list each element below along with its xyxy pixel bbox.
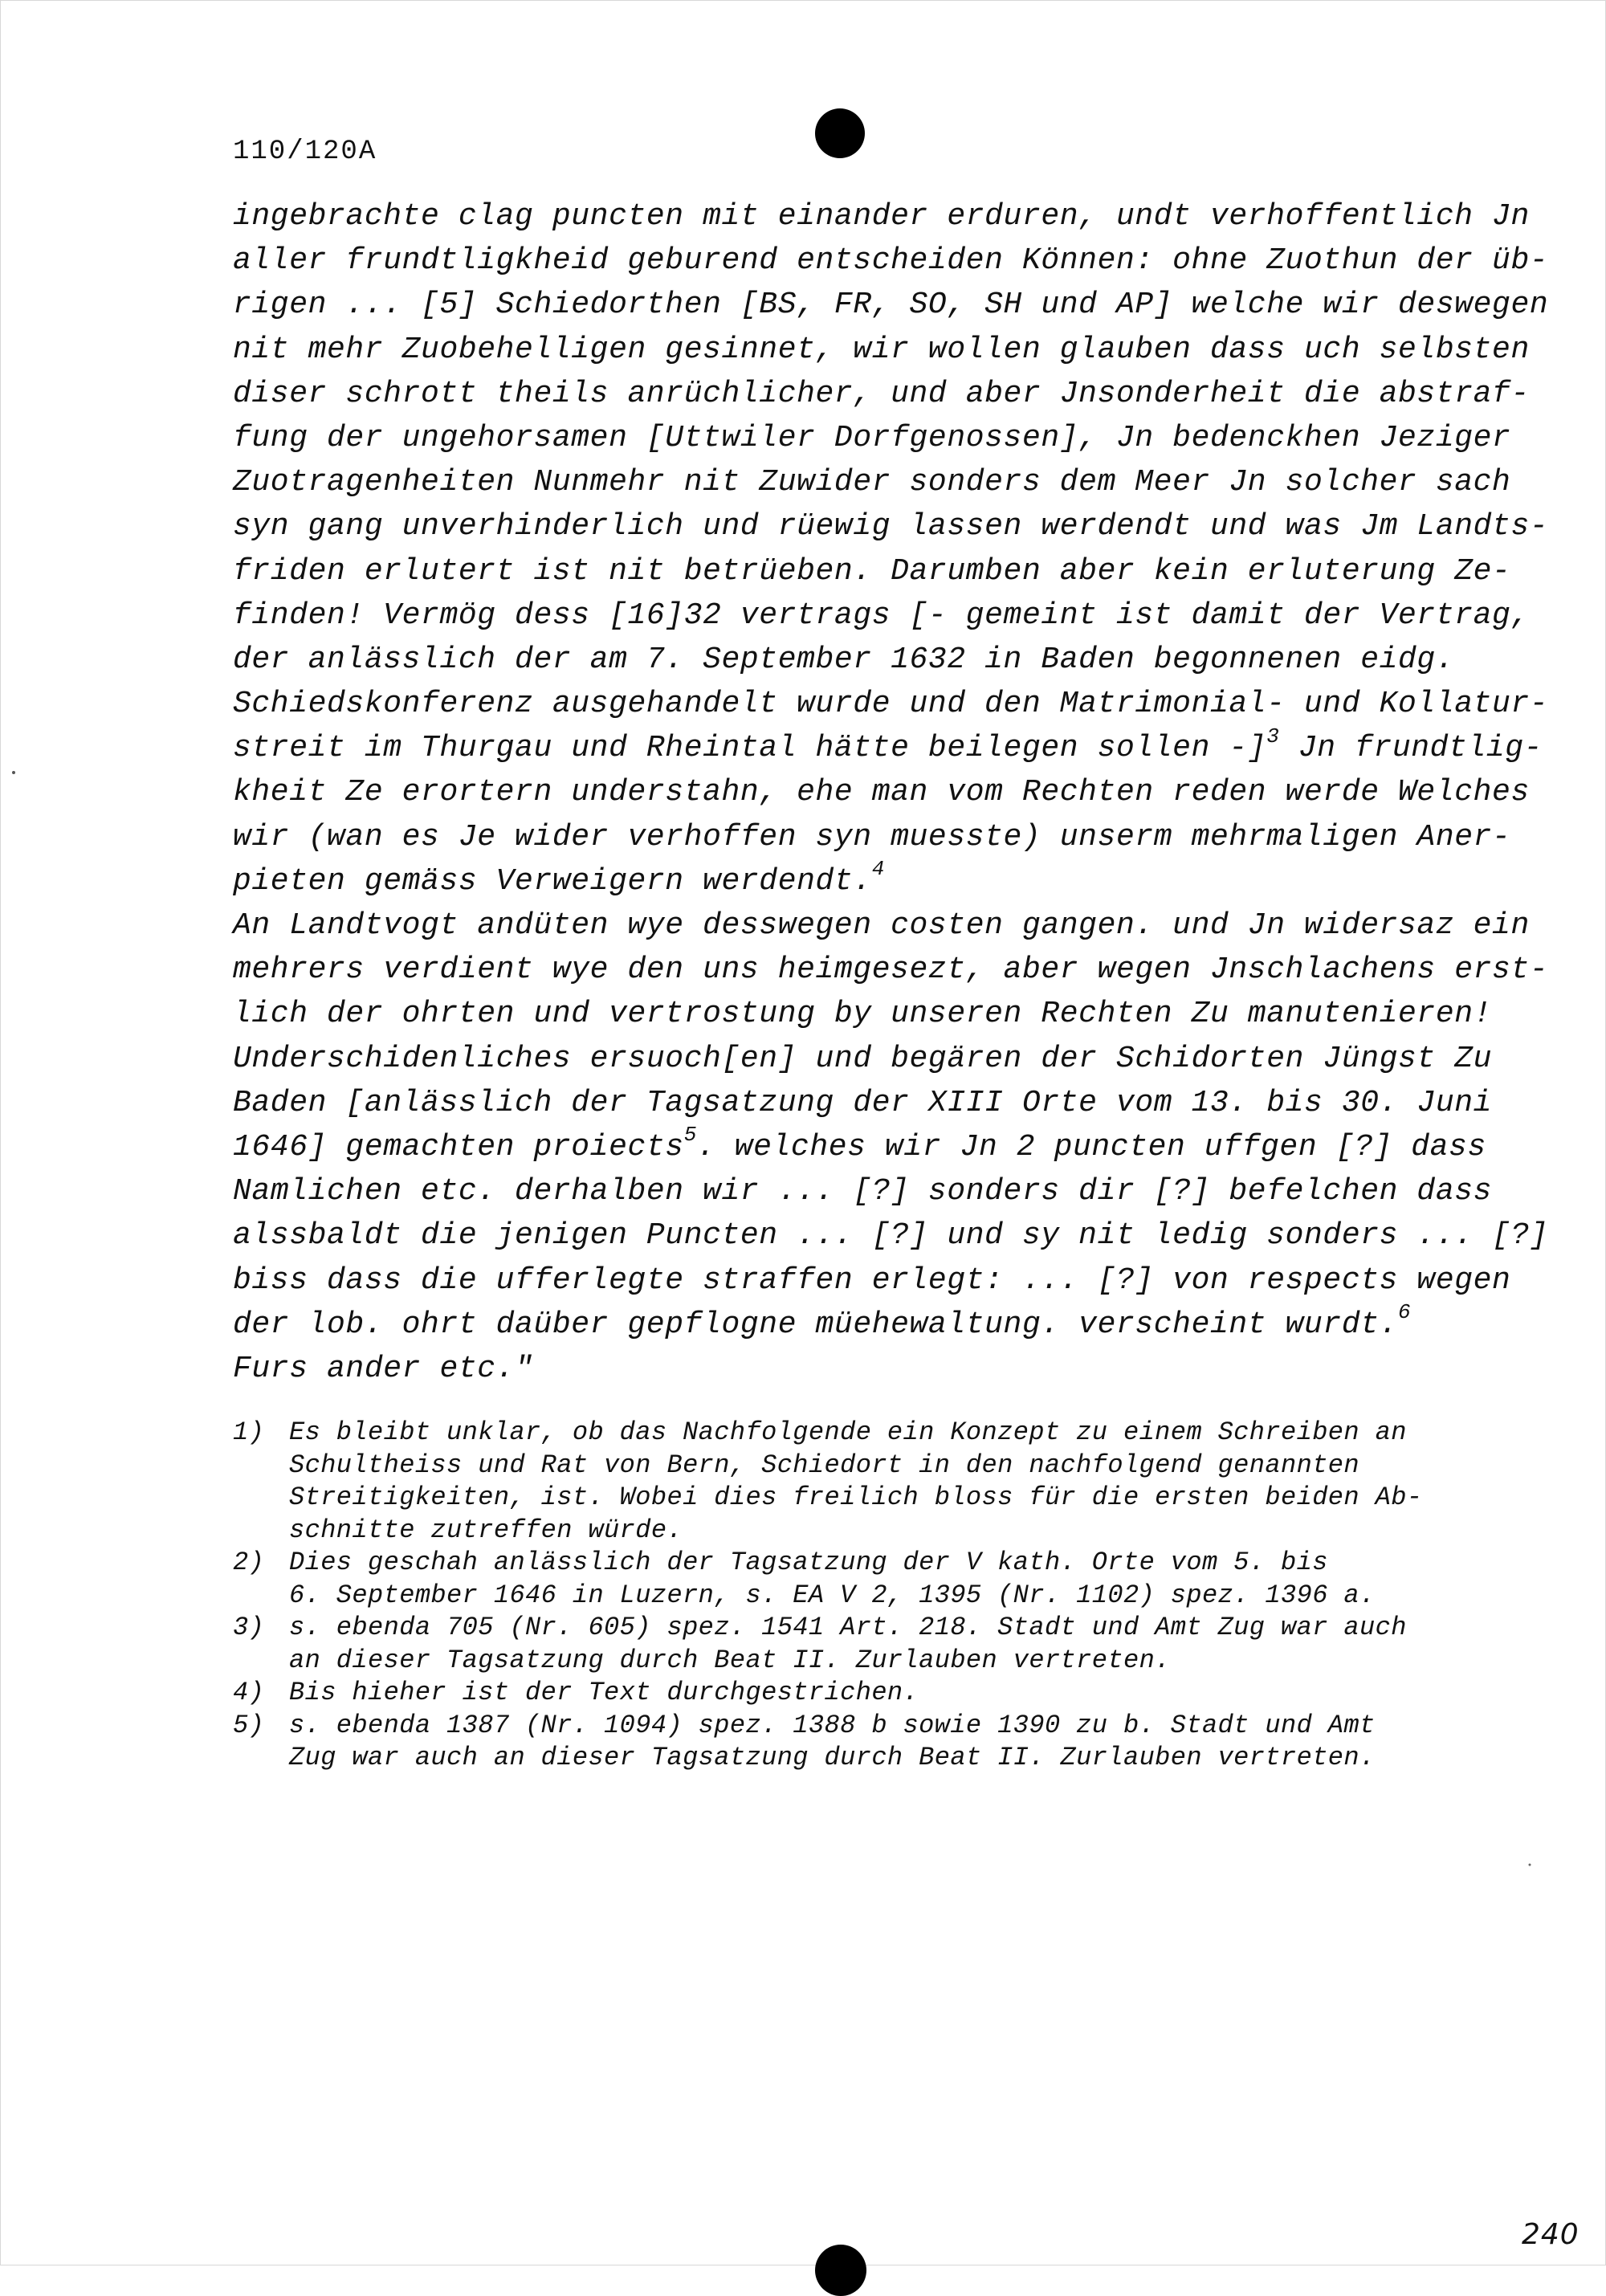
page-number: 240 <box>1522 2218 1580 2251</box>
footnote-ref: 5 <box>683 1123 697 1148</box>
footnote-text <box>289 1547 1486 1612</box>
body-text-segment: ingebrachte clag puncten mit einander erduren, undt verhoffentlich Jn <box>233 199 1530 234</box>
body-text-segment: Furs ander etc." <box>233 1351 534 1386</box>
body-line <box>233 328 1530 372</box>
body-text-segment: Namlichen etc. derhalben wir ... [?] sonders dir [?] befelchen dass <box>233 1174 1493 1209</box>
body-text-segment: . welches wir Jn 2 puncten uffgen [?] dass <box>696 1129 1486 1164</box>
body-text-segment: wir (wan es Je wider verhoffen syn muesste) unserm mehrmaligen Aner- <box>233 819 1511 854</box>
body-text-segment: rigen ... [5] Schiedorthen [BS, FR, SO, SH und AP] welche wir deswegen <box>233 288 1549 323</box>
footnote <box>233 1612 1486 1677</box>
body-line <box>233 1347 1469 1391</box>
footnote-text <box>289 1417 1486 1547</box>
body-line <box>233 416 1511 460</box>
footnote-text <box>289 1710 1486 1775</box>
body-text-segment: streit im Thurgau und Rheintal hätte beilegen sollen -] <box>233 731 1267 766</box>
footnote-line: 6. September 1646 in Luzern, s. EA V 2, 1395 (Nr. 1102) spez. 1396 a. <box>289 1580 1376 1610</box>
footnote-line: Bis hieher ist der Text durchgestrichen. <box>289 1678 919 1707</box>
footnote <box>233 1417 1486 1547</box>
body-line <box>233 1081 1493 1125</box>
body-text-segment: der lob. ohrt daüber gepflogne müehewaltung. verscheint wurdt. <box>233 1307 1399 1342</box>
footnote-text <box>289 1677 1486 1710</box>
body-text-segment: nit mehr Zuobehelligen gesinnet, wir wollen glauben dass uch selbsten <box>233 332 1530 367</box>
body-line <box>233 593 1530 638</box>
footnotes <box>233 1417 1486 1775</box>
body-text-segment: Baden [anlässlich der Tagsatzung der XIII Orte vom 13. bis 30. Juni <box>233 1085 1493 1120</box>
footnote <box>233 1677 1486 1710</box>
footnote-number: 3) <box>233 1613 265 1642</box>
punch-hole-top <box>815 108 865 158</box>
body-text-segment: alssbaldt die jenigen Puncten ... [?] und sy nit ledig sonders ... [?] <box>233 1218 1549 1254</box>
body-line <box>233 948 1549 992</box>
footnote-line: Streitigkeiten, ist. Wobei dies freilich bloss für die ersten beiden Ab- <box>289 1482 1423 1512</box>
body-line <box>233 194 1530 239</box>
footnote <box>233 1547 1486 1612</box>
body-text-segment: 1646] gemachten proiects <box>233 1129 684 1164</box>
body-text-segment: aller frundtligkheid geburend entscheiden Können: ohne Zuothun der üb- <box>233 243 1549 279</box>
footnote-line: Es bleibt unklar, ob das Nachfolgende ein Konzept zu einem Schreiben an <box>289 1417 1407 1447</box>
body-text-segment: An Landtvogt andüten wye desswegen costen gangen. und Jn widersaz ein <box>233 908 1530 943</box>
body-text-segment: fung der ungehorsamen [Uttwiler Dorfgenossen], Jn bedenckhen Jeziger <box>233 420 1511 455</box>
body-text-segment: finden! Vermög dess [16]32 vertrags [- gemeint ist damit der Vertrag, <box>233 597 1530 633</box>
body-text-segment: lich der ohrten und vertrostung by unseren Rechten Zu manutenieren! <box>233 997 1493 1032</box>
body-line <box>233 770 1530 814</box>
page-id: 110/120A <box>233 137 377 167</box>
body-line <box>233 1300 1469 1347</box>
footnote-number: 2) <box>233 1548 265 1577</box>
body-text-segment: syn gang unverhinderlich und rüewig lassen werdendt und was Jm Landts- <box>233 509 1549 544</box>
body-text-segment: Underschidenliches ersuoch[en] und begären der Schidorten Jüngst Zu <box>233 1041 1493 1076</box>
footnote-line: schnitte zutreffen würde. <box>289 1515 683 1545</box>
body-line <box>233 239 1549 283</box>
body-line <box>233 638 1469 682</box>
body-line <box>233 903 1530 948</box>
body-line <box>233 1123 1486 1169</box>
footnote-ref: 3 <box>1266 724 1280 748</box>
body-text-segment: kheit Ze erortern understahn, ehe man vom Rechten reden werde Welches <box>233 775 1530 810</box>
body-text-segment: der anlässlich der am 7. September 1632 in Baden begonnenen eidg. <box>233 642 1455 677</box>
footnote-number: 1) <box>233 1417 265 1447</box>
body-line <box>233 549 1511 593</box>
footnote-line: Schultheiss und Rat von Bern, Schiedort in den nachfolgend genannten <box>289 1450 1360 1480</box>
footnote-number: 4) <box>233 1678 265 1707</box>
body-line <box>233 1169 1493 1213</box>
body-line <box>233 1258 1511 1303</box>
footnote-ref: 4 <box>871 857 885 882</box>
body-text-segment: Jn frundtlig- <box>1279 731 1543 766</box>
punch-hole-bottom <box>815 2245 866 2296</box>
body-text <box>233 194 1549 1391</box>
body-line <box>233 682 1549 726</box>
body-line <box>233 724 1543 770</box>
footnote-line: Dies geschah anlässlich der Tagsatzung der V kath. Orte vom 5. bis <box>289 1548 1328 1577</box>
body-text-segment: biss dass die ufferlegte straffen erlegt: ... [?] von respects wegen <box>233 1262 1511 1298</box>
body-text-segment: diser schrott theils anrüchlicher, und aber Jnsonderheit die abstraf- <box>233 376 1530 411</box>
body-text-segment: mehrers verdient wye den uns heimgesezt, aber wegen Jnschlachens erst- <box>233 952 1549 988</box>
body-line <box>233 1037 1493 1081</box>
footnote-number: 5) <box>233 1710 265 1740</box>
body-line <box>233 859 1469 903</box>
body-text-segment: friden erlutert ist nit betrüeben. Darumben aber kein erluterung Ze- <box>233 553 1511 589</box>
footnote-line: Zug war auch an dieser Tagsatzung durch Beat II. Zurlauben vertreten. <box>289 1743 1376 1772</box>
body-text-segment: Schiedskonferenz ausgehandelt wurde und den Matrimonial- und Kollatur- <box>233 687 1549 722</box>
footnote <box>233 1710 1486 1775</box>
footnote-ref: 6 <box>1398 1300 1412 1325</box>
body-line <box>233 460 1511 504</box>
body-line <box>233 283 1549 327</box>
footnote-line: s. ebenda 705 (Nr. 605) spez. 1541 Art. 218. Stadt und Amt Zug war auch <box>289 1613 1407 1642</box>
body-line <box>233 504 1549 549</box>
body-text-segment: pieten gemäss Verweigern werdendt. <box>233 863 872 899</box>
footnote-line: an dieser Tagsatzung durch Beat II. Zurlauben vertreten. <box>289 1645 1171 1675</box>
body-line <box>233 815 1511 859</box>
footnote-text <box>289 1612 1486 1677</box>
body-line <box>233 1213 1549 1258</box>
footnote-line: s. ebenda 1387 (Nr. 1094) spez. 1388 b sowie 1390 zu b. Stadt und Amt <box>289 1710 1376 1740</box>
body-line <box>233 992 1493 1036</box>
body-line <box>233 372 1530 416</box>
body-text-segment: Zuotragenheiten Nunmehr nit Zuwider sonders dem Meer Jn solcher sach <box>233 465 1511 500</box>
